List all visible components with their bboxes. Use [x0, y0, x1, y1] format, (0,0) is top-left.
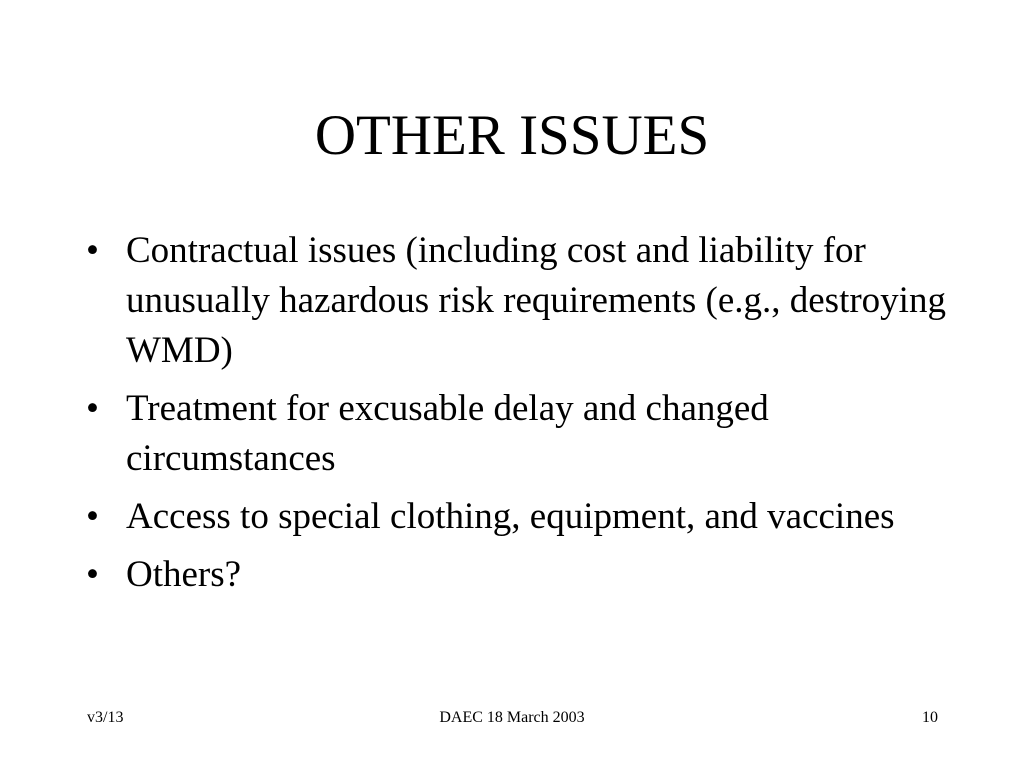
- footer-page-number: 10: [922, 709, 938, 726]
- bullet-text: Access to special clothing, equipment, and vaccines: [126, 496, 895, 537]
- bullet-list: [86, 226, 946, 608]
- bullet-text: Treatment for excusable delay and changed circumstances: [126, 388, 769, 479]
- bullet-text: Others?: [126, 554, 242, 595]
- bullet-item: [86, 550, 946, 600]
- bullet-item: [86, 384, 946, 484]
- bullet-text: Contractual issues (including cost and liability for unusually hazardous risk requirements (e.g., destroying WMD): [126, 230, 946, 371]
- bullet-icon: •: [86, 496, 99, 537]
- bullet-item: [86, 492, 946, 542]
- bullet-icon: •: [86, 554, 99, 595]
- slide-title: OTHER ISSUES: [314, 104, 710, 167]
- footer-event-date: DAEC 18 March 2003: [439, 709, 585, 726]
- bullet-item: [86, 226, 946, 376]
- bullet-icon: •: [86, 230, 99, 271]
- footer-version: v3/13: [87, 709, 124, 726]
- bullet-icon: •: [86, 388, 99, 429]
